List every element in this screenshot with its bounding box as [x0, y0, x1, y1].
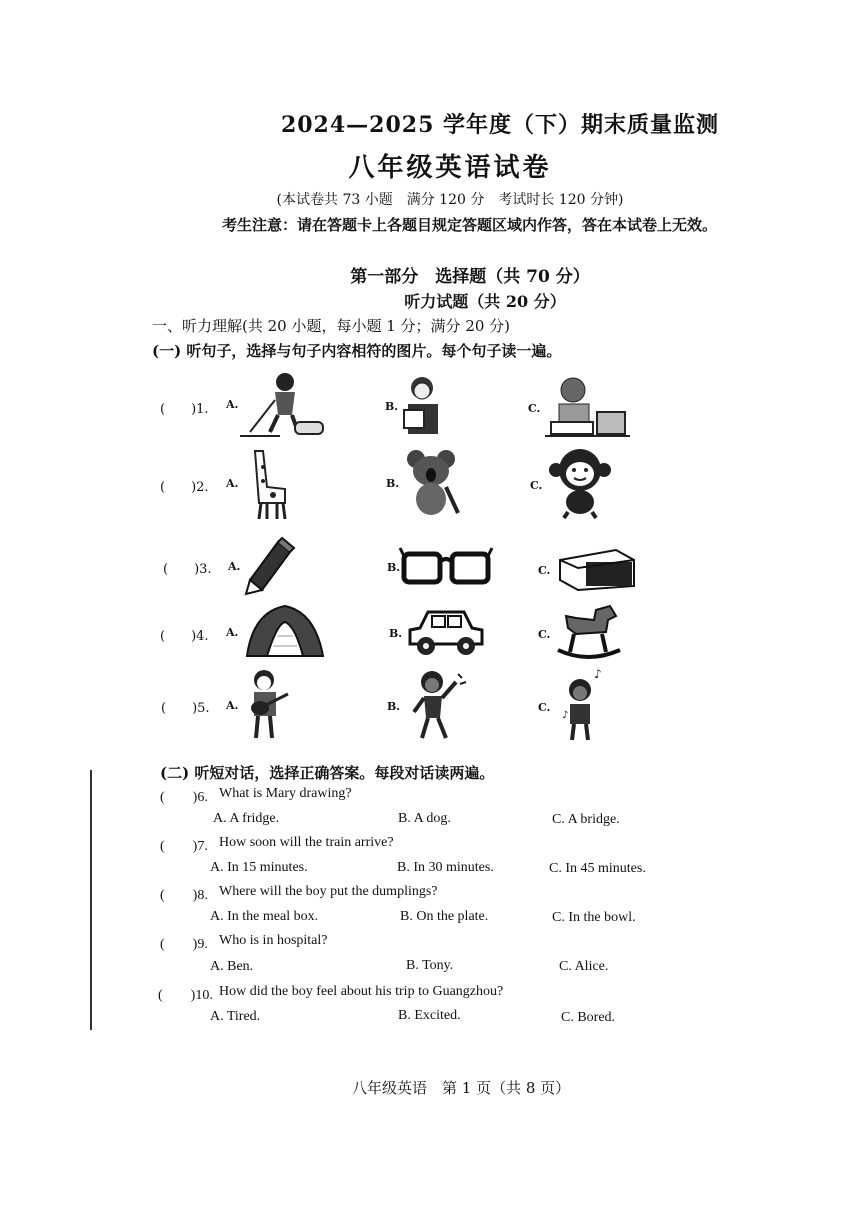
- subsection2-title: (二) 听短对话，选择正确答案。每段对话读两遍。: [160, 764, 495, 782]
- exam-subtitle: 八年级英语试卷: [348, 153, 552, 183]
- margin-line: [90, 770, 92, 1030]
- question-text: How did the boy feel about his trip to Guangzhou?: [219, 984, 504, 999]
- option-label: C.: [538, 564, 551, 577]
- option-c: C. In 45 minutes.: [549, 861, 646, 876]
- option-a: A. A fridge.: [213, 811, 280, 826]
- svg-text:♪: ♪: [562, 710, 569, 721]
- boy-vacuuming-icon: [240, 370, 325, 438]
- listening-title: 听力试题（共 20 分）: [404, 292, 566, 311]
- question-text: What is Mary drawing?: [219, 786, 352, 801]
- option-a: A. In 15 minutes.: [210, 860, 308, 875]
- question-text: Who is in hospital?: [219, 933, 328, 948]
- option-b: B. A dog.: [398, 811, 451, 826]
- part1-title: 第一部分 选择题（共 70 分）: [350, 267, 590, 287]
- car-icon: [404, 606, 486, 660]
- boy-playing-guitar-icon: [242, 668, 292, 742]
- pencil-icon: [242, 536, 294, 594]
- question-number: ( )4.: [160, 629, 209, 644]
- question-number: ( )10.: [158, 988, 213, 1003]
- boy-studying-at-desk-icon: [545, 374, 630, 440]
- option-label: B.: [386, 477, 400, 490]
- option-a: A. Ben.: [210, 959, 254, 974]
- rocking-horse-icon: [556, 602, 622, 664]
- question-number: ( )5.: [161, 701, 210, 716]
- option-c: C. In the bowl.: [552, 910, 636, 925]
- section1-title: 一、听力理解(共 20 小题，每小题 1 分；满分 20 分): [152, 317, 511, 335]
- question-number: ( )6.: [160, 790, 208, 805]
- option-c: C. Bored.: [561, 1010, 616, 1025]
- option-label: A.: [226, 398, 239, 411]
- option-label: C.: [530, 479, 543, 492]
- question-number: ( )8.: [160, 888, 208, 903]
- boy-singing-icon: [556, 668, 612, 742]
- giraffe-icon: [245, 447, 290, 521]
- option-label: A.: [226, 477, 239, 490]
- exam-title: 2024—2025 学年度（下）期末质量监测: [280, 112, 720, 138]
- page-footer: 八年级英语 第 1 页（共 8 页）: [352, 1079, 571, 1097]
- option-label: B.: [387, 561, 401, 574]
- glasses-icon: [400, 546, 492, 586]
- svg-text:♪: ♪: [594, 667, 602, 681]
- exam-notice: 考生注意：请在答题卡上各题目规定答题区域内作答，答在本试卷上无效。: [222, 216, 718, 234]
- question-text: How soon will the train arrive?: [219, 835, 394, 850]
- option-b: B. Tony.: [406, 958, 454, 973]
- option-c: C. Alice.: [559, 959, 609, 974]
- question-number: ( )2.: [160, 480, 209, 495]
- boy-dancing-icon: [410, 668, 468, 742]
- option-a: A. In the meal box.: [210, 909, 319, 924]
- option-label: C.: [528, 402, 541, 415]
- question-number: ( )9.: [160, 937, 208, 952]
- question-number: ( )3.: [163, 562, 212, 577]
- question-text: Where will the boy put the dumplings?: [219, 884, 438, 899]
- option-b: B. Excited.: [398, 1008, 461, 1023]
- option-label: C.: [538, 628, 551, 641]
- question-number: ( )7.: [160, 839, 208, 854]
- option-a: A. Tired.: [210, 1009, 261, 1024]
- option-label: B.: [385, 400, 399, 413]
- option-b: B. On the plate.: [400, 909, 489, 924]
- option-label: C.: [538, 701, 551, 714]
- koala-icon: [406, 447, 462, 517]
- option-label: B.: [387, 700, 401, 713]
- option-c: C. A bridge.: [552, 812, 620, 827]
- boy-reading-icon: [400, 374, 450, 438]
- subsection1-title: (一) 听句子，选择与句子内容相符的图片。每个句子读一遍。: [152, 342, 562, 360]
- option-b: B. In 30 minutes.: [397, 860, 494, 875]
- option-label: B.: [389, 627, 403, 640]
- monkey-icon: [548, 446, 614, 518]
- eraser-icon: [556, 546, 638, 592]
- exam-info: (本试卷共 73 小题 满分 120 分 考试时长 120 分钟): [276, 192, 624, 208]
- question-number: ( )1.: [160, 402, 209, 417]
- option-label: A.: [226, 699, 239, 712]
- option-label: A.: [226, 626, 239, 639]
- tent-icon: [243, 602, 325, 660]
- option-label: A.: [228, 560, 241, 573]
